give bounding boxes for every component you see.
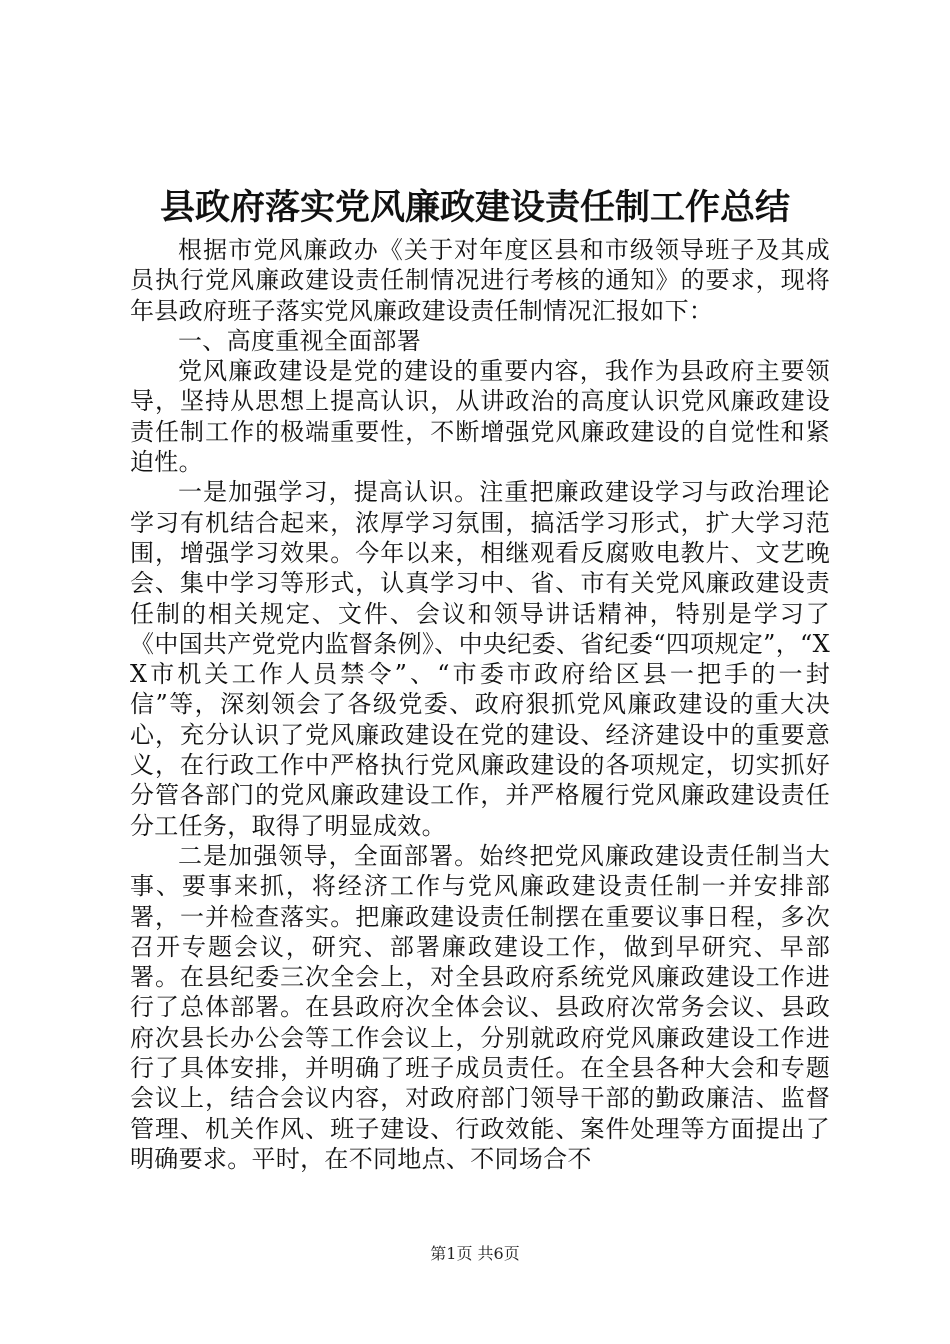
section-heading-1: 一、高度重视全面部署 — [178, 326, 421, 355]
document-body — [130, 235, 830, 1174]
document-title: 县政府落实党风廉政建设责任制工作总结 — [159, 188, 790, 228]
paragraph-section-1: 党风廉政建设是党的建设的重要内容，我作为县政府主要领导，坚持从思想上提高认识，从讲政治的高度认识党风廉政建设责任制工作的极端重要性，不断增强党风廉政建设的自觉性和紧迫性。 — [130, 357, 830, 477]
page-number-footer: 第1页 共6页 — [430, 1244, 520, 1263]
paragraph-intro: 根据市党风廉政办《关于对年度区县和市级领导班子及其成员执行党风廉政建设责任制情况进行考核的通知》的要求，现将年县政府班子落实党风廉政建设责任制情况汇报如下： — [130, 236, 830, 325]
paragraph-point-2: 二是加强领导，全面部署。始终把党风廉政建设责任制当大事、要事来抓，将经济工作与党风廉政建设责任制一并安排部署，一并检查落实。把廉政建设责任制摆在重要议事日程，多次召开专题会议，研究、部署廉政建设工作，做到早研究、早部署。在县纪委三次全会上，对全县政府系统党风廉政建设工作进行了总体部署。在县政府次全体会议、县政府次常务会议、县政府次县长办公会等工作会议上，分别就政府党风廉政建设工作进行了具体安排，并明确了班子成员责任。在全县各种大会和专题会议上，结合会议内容，对政府部门领导干部的勤政廉洁、监督管理、机关作风、班子建设、行政效能、案件处理等方面提出了明确要求。平时，在不同地点、不同场合不 — [130, 841, 830, 1173]
paragraph-point-1: 一是加强学习，提高认识。注重把廉政建设学习与政治理论学习有机结合起来，浓厚学习氛围，搞活学习形式，扩大学习范围，增强学习效果。今年以来，相继观看反腐败电教片、文艺晚会、集中学习等形式，认真学习中、省、市有关党风廉政建设责任制的相关规定、文件、会议和领导讲话精神，特别是学习了《中国共产党党内监督条例》、中央纪委、省纪委“四项规定”，“XX市机关工作人员禁令”、“市委市政府给区县一把手的一封信”等，深刻领会了各级党委、政府狠抓党风廉政建设的重大决心，充分认识了党风廉政建设在党的建设、经济建设中的重要意义，在行政工作中严格执行党风廉政建设的各项规定，切实抓好分管各部门的党风廉政建设工作，并严格履行党风廉政建设责任分工任务，取得了明显成效。 — [130, 478, 830, 840]
